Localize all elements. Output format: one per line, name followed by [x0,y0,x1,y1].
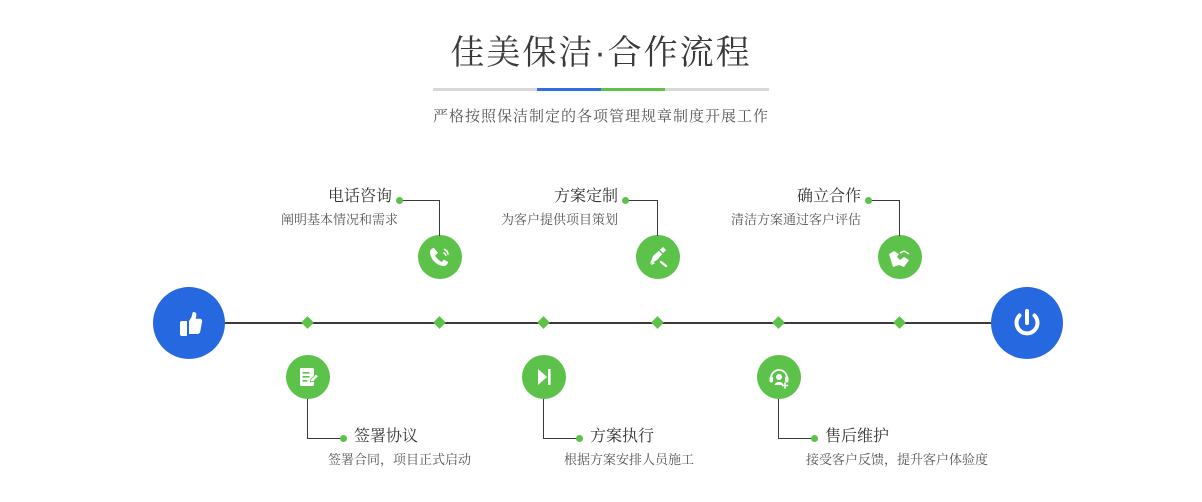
step-desc-1: 阐明基本情况和需求 [280,212,398,227]
step-connector-vertical-2 [307,399,308,438]
step-desc-3: 为客户提供项目策划 [500,212,618,227]
play-next-icon [531,364,557,390]
step-diamond-4 [537,316,550,329]
step-diamond-6 [772,316,785,329]
power-icon [1007,303,1047,343]
step-endpoint-dot-5 [865,197,872,204]
step-node-3 [636,235,680,279]
step-node-2 [286,355,330,399]
support-agent-icon [766,364,792,390]
timeline-end-node [991,287,1063,359]
timeline [0,150,1202,490]
step-endpoint-dot-6 [811,435,818,442]
step-label-2 [328,426,472,470]
page-subtitle: 严格按照保洁制定的各项管理规章制度开展工作 [432,108,769,125]
page-title: 佳美保洁·合作流程 [450,34,752,72]
step-connector-horizontal-1 [399,200,440,201]
step-label-3 [455,186,618,230]
step-connector-vertical-5 [899,200,900,236]
step-endpoint-dot-2 [340,435,347,442]
document-edit-icon [295,364,321,390]
step-connector-vertical-6 [778,399,779,438]
step-connector-vertical-4 [543,399,544,438]
step-desc-6: 接受客户反馈，提升客户体验度 [806,452,989,467]
step-diamond-2 [301,316,314,329]
divider-blue-segment [537,88,601,91]
step-label-6 [806,426,989,470]
phone-call-icon [427,244,453,270]
handshake-icon [887,244,913,270]
step-label-1 [255,186,398,230]
step-connector-horizontal-6 [778,438,814,439]
page-header [0,30,1202,126]
step-label-5 [700,186,861,230]
step-desc-2: 签署合同，项目正式启动 [328,452,472,467]
step-title-6: 售后维护 [825,428,890,445]
step-connector-vertical-3 [657,200,658,236]
step-label-4 [564,426,695,470]
step-title-1: 电话咨询 [327,188,392,205]
step-title-5: 确立合作 [796,188,861,205]
step-node-6 [757,355,801,399]
step-node-5 [878,235,922,279]
thumbs-up-icon [169,303,209,343]
step-endpoint-dot-3 [622,197,629,204]
step-desc-5: 清洁方案通过客户评估 [730,212,861,227]
step-connector-horizontal-3 [625,200,658,201]
step-diamond-5 [893,316,906,329]
step-title-4: 方案执行 [590,428,655,445]
step-desc-4: 根据方案安排人员施工 [564,452,695,467]
step-connector-vertical-1 [439,200,440,236]
step-node-4 [522,355,566,399]
timeline-start-node [153,287,225,359]
step-connector-horizontal-2 [307,438,343,439]
step-connector-horizontal-4 [543,438,579,439]
step-title-2: 签署协议 [354,428,419,445]
pencil-ruler-icon [645,244,671,270]
title-divider [433,88,769,91]
step-diamond-3 [651,316,664,329]
step-title-3: 方案定制 [553,188,618,205]
step-connector-horizontal-5 [868,200,900,201]
divider-green-segment [601,88,665,91]
step-diamond-1 [433,316,446,329]
step-endpoint-dot-4 [576,435,583,442]
step-node-1 [418,235,462,279]
